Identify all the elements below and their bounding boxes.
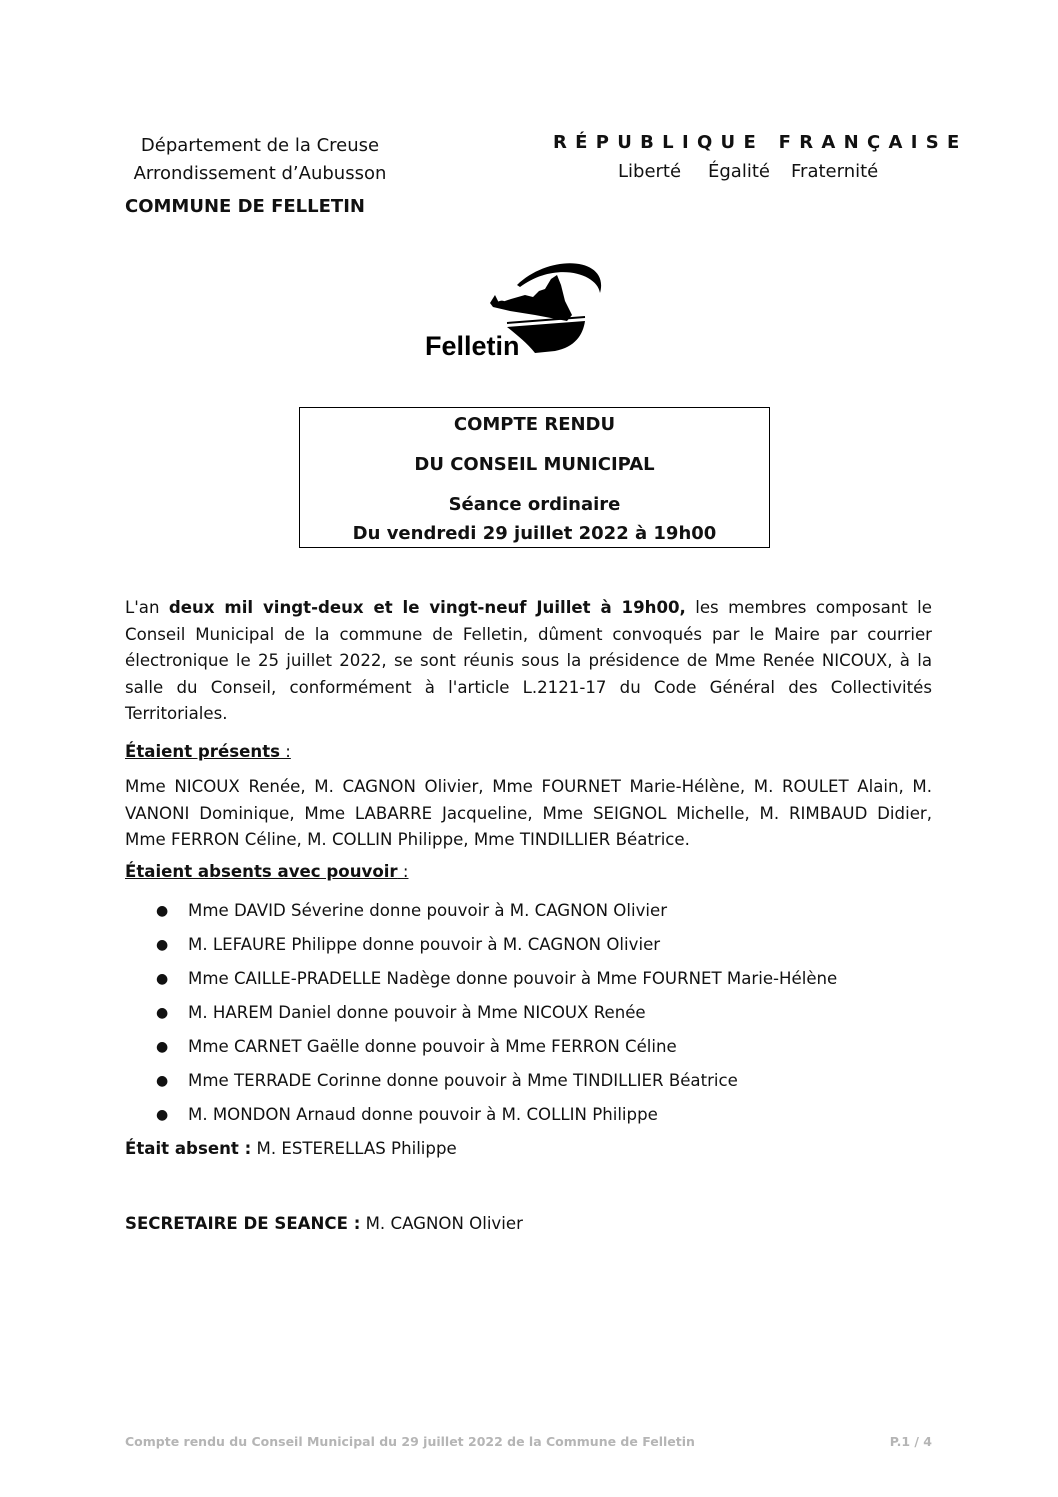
intro-pre: L'an	[125, 598, 169, 617]
bullet-icon: ●	[156, 1107, 169, 1123]
absents-pouvoir-label: Étaient absents avec pouvoir :	[125, 862, 409, 881]
commune-title: COMMUNE DE FELLETIN	[125, 196, 365, 217]
intro-bold: deux mil vingt-deux et le vingt-neuf Juillet à 19h00,	[168, 598, 686, 617]
title-line-1: COMPTE RENDU	[453, 414, 616, 435]
arrondissement-label: Arrondissement d’Aubusson	[133, 163, 387, 184]
title-box	[299, 407, 770, 548]
bullet-icon: ●	[156, 1073, 169, 1089]
list-item: ● Mme TERRADE Corinne donne pouvoir à Mme TINDILLIER Béatrice	[142, 1068, 837, 1102]
intro-paragraph	[125, 595, 932, 728]
list-item: ● Mme CARNET Gaëlle donne pouvoir à Mme FERRON Céline	[142, 1034, 837, 1068]
bullet-icon: ●	[156, 971, 169, 987]
list-item: ● M. LEFAURE Philippe donne pouvoir à M. CAGNON Olivier	[142, 932, 837, 966]
title-line-2: DU CONSEIL MUNICIPAL	[414, 454, 655, 475]
devise-egalite: Égalité	[708, 161, 770, 182]
logo-text: Felletin	[425, 331, 520, 361]
list-item: ● M. HAREM Daniel donne pouvoir à Mme NICOUX Renée	[142, 1000, 837, 1034]
felletin-logo	[415, 255, 615, 365]
bullet-icon: ●	[156, 1005, 169, 1021]
list-item: ● M. MONDON Arnaud donne pouvoir à M. COLLIN Philippe	[142, 1102, 837, 1136]
departement-label: Département de la Creuse	[140, 135, 380, 156]
absent-line	[125, 1139, 457, 1158]
title-line-4: Du vendredi 29 juillet 2022 à 19h00	[352, 523, 717, 544]
title-line-3: Séance ordinaire	[448, 494, 621, 515]
republique-title: RÉPUBLIQUE FRANÇAISE	[553, 132, 968, 153]
list-item: ● Mme CAILLE-PRADELLE Nadège donne pouvoir à Mme FOURNET Marie-Hélène	[142, 966, 837, 1000]
presents-label: Étaient présents :	[125, 742, 291, 761]
secretaire-line	[125, 1214, 523, 1233]
secretaire-value: M. CAGNON Olivier	[360, 1214, 523, 1233]
devise-liberte: Liberté	[618, 161, 682, 182]
intro-post: les membres composant le Conseil Municipal de la commune de Felletin, dûment convoqués par le Maire par courrier électronique le 25 juillet 2022, se sont réunis sous la présidence de Mme Renée NICOUX, à la salle du Conseil, conformément à l'article L.2121-17 du Code Général des Collectivités Territoriales.	[125, 598, 932, 724]
footer-title: Compte rendu du Conseil Municipal du 29 juillet 2022 de la Commune de Felletin	[125, 1434, 695, 1449]
page-number: P.1 / 4	[889, 1434, 932, 1449]
devise-fraternite: Fraternité	[791, 161, 879, 182]
absent-value: M. ESTERELLAS Philippe	[251, 1139, 457, 1158]
proxy-list	[142, 898, 837, 1136]
bullet-icon: ●	[156, 903, 169, 919]
absent-label: Était absent :	[125, 1139, 252, 1158]
page-footer	[125, 1434, 932, 1449]
list-item: ● Mme DAVID Séverine donne pouvoir à M. CAGNON Olivier	[142, 898, 837, 932]
bullet-icon: ●	[156, 937, 169, 953]
secretaire-label: SECRETAIRE DE SEANCE :	[125, 1214, 361, 1233]
presents-list: Mme NICOUX Renée, M. CAGNON Olivier, Mme FOURNET Marie-Hélène, M. ROULET Alain, M. VANONI Dominique, Mme LABARRE Jacqueline, Mme SEIGNOL Michelle, M. RIMBAUD Didier, Mme FERRON Céline, M. COLLIN Philippe, Mme TINDILLIER Béatrice.	[125, 777, 932, 850]
bullet-icon: ●	[156, 1039, 169, 1055]
